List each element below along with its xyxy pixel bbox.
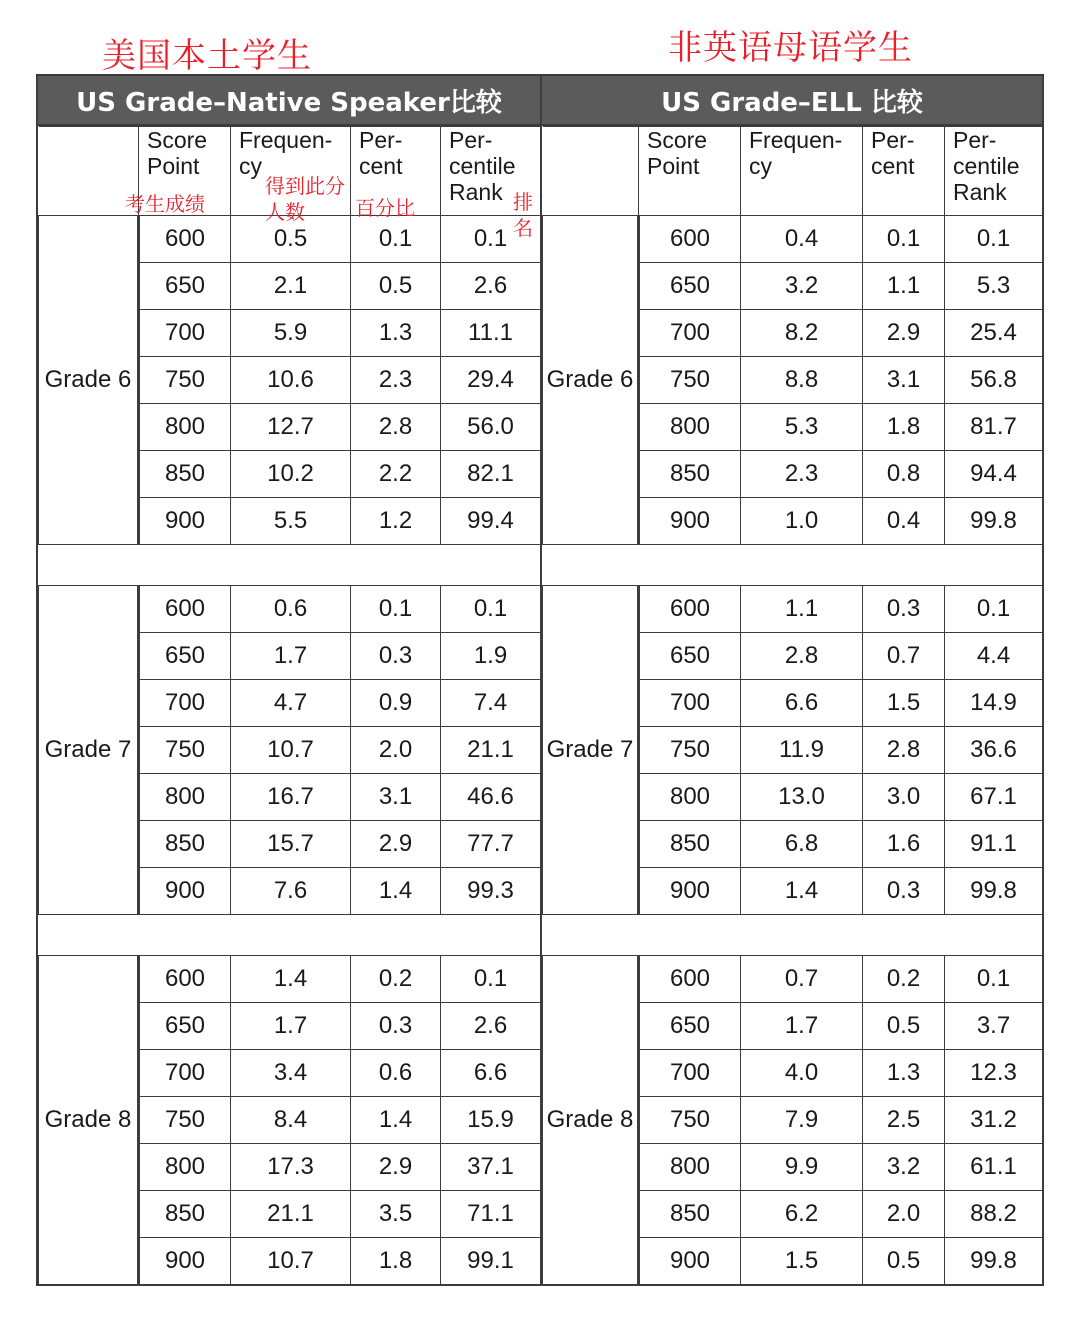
- rank-cell: 5.3: [945, 263, 1043, 310]
- frequency-cell: 3.2: [741, 263, 863, 310]
- grade-label: Grade 7: [543, 586, 639, 915]
- rank-column-header: [945, 127, 1043, 216]
- percent-cell: 3.5: [351, 1191, 441, 1238]
- rank-cell: 25.4: [945, 310, 1043, 357]
- frequency-cell: 5.3: [741, 404, 863, 451]
- frequency-cell: 1.7: [231, 633, 351, 680]
- score-cell: 800: [639, 404, 741, 451]
- score-cell: 700: [139, 680, 231, 727]
- rank-cell: 71.1: [441, 1191, 541, 1238]
- frequency-cell: 3.4: [231, 1050, 351, 1097]
- table-row: [543, 956, 1043, 1003]
- percent-cell: 3.1: [863, 357, 945, 404]
- frequency-cell: 21.1: [231, 1191, 351, 1238]
- rank-cell: 81.7: [945, 404, 1043, 451]
- percent-cell: 1.3: [351, 310, 441, 357]
- percent-header-label: Per- cent: [359, 127, 403, 179]
- frequency-cell: 5.9: [231, 310, 351, 357]
- score-cell: 700: [639, 680, 741, 727]
- frequency-cell: 15.7: [231, 821, 351, 868]
- frequency-column-header: [231, 127, 351, 224]
- table-row: [39, 956, 541, 1003]
- percent-cell: 2.9: [351, 1144, 441, 1191]
- rank-cell: 7.4: [441, 680, 541, 727]
- frequency-cell: 4.0: [741, 1050, 863, 1097]
- rank-cell: 88.2: [945, 1191, 1043, 1238]
- percent-column-header: [351, 127, 441, 220]
- frequency-cell: 0.4: [741, 216, 863, 263]
- rank-cell: 14.9: [945, 680, 1043, 727]
- native-speaker-table: [38, 126, 541, 1285]
- rank-cell: 4.4: [945, 633, 1043, 680]
- table-row: [543, 586, 1043, 633]
- percent-cell: 2.3: [351, 357, 441, 404]
- rank-cell: 0.1: [441, 956, 541, 1003]
- spacer-cell: [39, 545, 541, 586]
- percent-cell: 2.9: [351, 821, 441, 868]
- frequency-cell: 0.6: [231, 586, 351, 633]
- frequency-cell: 10.2: [231, 451, 351, 498]
- rank-cell: 99.8: [945, 868, 1043, 915]
- percent-cell: 1.4: [351, 868, 441, 915]
- grade-label: Grade 6: [39, 216, 139, 545]
- frequency-cell: 7.9: [741, 1097, 863, 1144]
- frequency-cell: 1.1: [741, 586, 863, 633]
- frequency-cell: 1.5: [741, 1238, 863, 1285]
- percent-cell: 0.1: [351, 586, 441, 633]
- frequency-cell: 6.6: [741, 680, 863, 727]
- score-cell: 600: [639, 586, 741, 633]
- score-cell: 800: [139, 1144, 231, 1191]
- rank-cell: 0.1: [945, 956, 1043, 1003]
- table-row: [39, 586, 541, 633]
- score-cell: 750: [139, 357, 231, 404]
- percent-cell: 1.6: [863, 821, 945, 868]
- rank-header-label: Per- centile Rank: [449, 127, 516, 205]
- percent-cell: 0.3: [351, 1003, 441, 1050]
- rank-cell: 99.3: [441, 868, 541, 915]
- ell-panel: [540, 74, 1044, 1286]
- rank-cell: 46.6: [441, 774, 541, 821]
- frequency-header-label: Frequen- cy: [749, 127, 843, 179]
- rank-cell: 6.6: [441, 1050, 541, 1097]
- score-cell: 600: [139, 586, 231, 633]
- percent-cell: 2.8: [351, 404, 441, 451]
- percent-cell: 0.3: [351, 633, 441, 680]
- rank-cell: 1.9: [441, 633, 541, 680]
- percent-cell: 0.6: [351, 1050, 441, 1097]
- rank-cell: 67.1: [945, 774, 1043, 821]
- percent-cell: 3.1: [351, 774, 441, 821]
- grade-label: Grade 8: [543, 956, 639, 1285]
- frequency-header-label: Frequen- cy: [239, 127, 333, 179]
- frequency-cell: 1.0: [741, 498, 863, 545]
- frequency-cell: 6.2: [741, 1191, 863, 1238]
- frequency-cell: 13.0: [741, 774, 863, 821]
- frequency-chinese-note: 得到此分人数: [265, 174, 345, 224]
- score-cell: 850: [639, 451, 741, 498]
- score-cell: 700: [139, 1050, 231, 1097]
- rank-cell: 99.8: [945, 498, 1043, 545]
- grade-column-header: [543, 127, 639, 216]
- score-column-header: [125, 127, 231, 216]
- frequency-cell: 1.7: [231, 1003, 351, 1050]
- frequency-cell: 2.3: [741, 451, 863, 498]
- score-cell: 900: [139, 498, 231, 545]
- percent-cell: 2.2: [351, 451, 441, 498]
- score-cell: 700: [639, 310, 741, 357]
- grade-label: Grade 8: [39, 956, 139, 1285]
- percent-cell: 0.5: [351, 263, 441, 310]
- rank-cell: 61.1: [945, 1144, 1043, 1191]
- ell-header: US Grade–ELL 比较: [542, 76, 1042, 126]
- percent-cell: 1.8: [351, 1238, 441, 1285]
- score-cell: 850: [139, 451, 231, 498]
- rank-cell: 0.1: [441, 586, 541, 633]
- rank-cell: 31.2: [945, 1097, 1043, 1144]
- percent-cell: 3.2: [863, 1144, 945, 1191]
- score-cell: 750: [639, 357, 741, 404]
- group-spacer: [543, 915, 1043, 956]
- percent-cell: 2.8: [863, 727, 945, 774]
- score-cell: 750: [139, 727, 231, 774]
- rank-cell: 11.1: [441, 310, 541, 357]
- frequency-cell: 16.7: [231, 774, 351, 821]
- score-cell: 650: [139, 633, 231, 680]
- percent-cell: 0.4: [863, 498, 945, 545]
- frequency-cell: 8.2: [741, 310, 863, 357]
- score-cell: 900: [139, 1238, 231, 1285]
- table-row: [543, 216, 1043, 263]
- percent-cell: 1.1: [863, 263, 945, 310]
- frequency-cell: 7.6: [231, 868, 351, 915]
- frequency-cell: 0.5: [231, 216, 351, 263]
- rank-cell: 99.1: [441, 1238, 541, 1285]
- score-cell: 700: [139, 310, 231, 357]
- score-cell: 600: [639, 216, 741, 263]
- rank-cell: 2.6: [441, 263, 541, 310]
- rank-cell: 77.7: [441, 821, 541, 868]
- group-spacer: [39, 545, 541, 586]
- percent-cell: 1.8: [863, 404, 945, 451]
- rank-cell: 0.1: [945, 586, 1043, 633]
- native-speaker-header: US Grade–Native Speaker比较: [38, 76, 540, 126]
- percent-cell: 0.3: [863, 586, 945, 633]
- frequency-cell: 2.1: [231, 263, 351, 310]
- group-spacer: [39, 915, 541, 956]
- frequency-cell: 9.9: [741, 1144, 863, 1191]
- frequency-cell: 6.8: [741, 821, 863, 868]
- frequency-cell: 17.3: [231, 1144, 351, 1191]
- spacer-cell: [543, 915, 1043, 956]
- score-chinese-note: 考生成绩: [125, 192, 205, 216]
- percent-cell: 0.7: [863, 633, 945, 680]
- score-cell: 900: [639, 868, 741, 915]
- frequency-cell: 10.7: [231, 1238, 351, 1285]
- frequency-cell: 2.8: [741, 633, 863, 680]
- score-cell: 600: [139, 956, 231, 1003]
- score-cell: 800: [139, 404, 231, 451]
- rank-cell: 37.1: [441, 1144, 541, 1191]
- frequency-cell: 1.4: [741, 868, 863, 915]
- score-cell: 850: [139, 821, 231, 868]
- percent-cell: 0.8: [863, 451, 945, 498]
- percent-chinese-note: 百分比: [355, 196, 415, 220]
- frequency-column-header: [741, 127, 863, 216]
- percent-cell: 0.5: [863, 1238, 945, 1285]
- percent-cell: 0.1: [351, 216, 441, 263]
- rank-cell: 0.1: [441, 216, 541, 263]
- ell-table: [542, 126, 1043, 1285]
- column-header-row: [39, 127, 541, 216]
- rank-cell: 15.9: [441, 1097, 541, 1144]
- native-speaker-panel: [36, 74, 542, 1286]
- score-cell: 900: [639, 498, 741, 545]
- frequency-cell: 0.7: [741, 956, 863, 1003]
- rank-cell: 12.3: [945, 1050, 1043, 1097]
- score-column-header: [639, 127, 741, 216]
- score-cell: 650: [639, 1003, 741, 1050]
- percent-cell: 2.5: [863, 1097, 945, 1144]
- frequency-cell: 1.4: [231, 956, 351, 1003]
- score-cell: 650: [139, 263, 231, 310]
- percent-cell: 0.2: [863, 956, 945, 1003]
- rank-cell: 29.4: [441, 357, 541, 404]
- score-cell: 650: [639, 633, 741, 680]
- percent-cell: 2.9: [863, 310, 945, 357]
- score-cell: 750: [639, 727, 741, 774]
- rank-cell: 3.7: [945, 1003, 1043, 1050]
- percent-cell: 0.3: [863, 868, 945, 915]
- percent-cell: 0.9: [351, 680, 441, 727]
- percent-cell: 1.2: [351, 498, 441, 545]
- score-cell: 900: [139, 868, 231, 915]
- rank-cell: 2.6: [441, 1003, 541, 1050]
- score-cell: 850: [639, 1191, 741, 1238]
- score-cell: 900: [639, 1238, 741, 1285]
- score-cell: 750: [139, 1097, 231, 1144]
- frequency-cell: 5.5: [231, 498, 351, 545]
- rank-cell: 56.8: [945, 357, 1043, 404]
- percent-cell: 1.4: [351, 1097, 441, 1144]
- rank-header-label: Per- centile Rank: [953, 127, 1020, 205]
- grade-label: Grade 7: [39, 586, 139, 915]
- score-cell: 600: [139, 216, 231, 263]
- rank-cell: 99.8: [945, 1238, 1043, 1285]
- frequency-cell: 11.9: [741, 727, 863, 774]
- score-cell: 700: [639, 1050, 741, 1097]
- percent-cell: 0.5: [863, 1003, 945, 1050]
- percent-cell: 1.3: [863, 1050, 945, 1097]
- percent-cell: 3.0: [863, 774, 945, 821]
- score-cell: 750: [639, 1097, 741, 1144]
- column-header-row: [543, 127, 1043, 216]
- percent-cell: 0.2: [351, 956, 441, 1003]
- spacer-cell: [543, 545, 1043, 586]
- rank-cell: 36.6: [945, 727, 1043, 774]
- rank-cell: 99.4: [441, 498, 541, 545]
- frequency-cell: 10.6: [231, 357, 351, 404]
- frequency-cell: 4.7: [231, 680, 351, 727]
- score-cell: 800: [139, 774, 231, 821]
- score-cell: 850: [639, 821, 741, 868]
- grade-column-header: [39, 127, 139, 216]
- percent-cell: 2.0: [351, 727, 441, 774]
- percent-cell: 0.1: [863, 216, 945, 263]
- percent-column-header: [863, 127, 945, 216]
- score-cell: 800: [639, 1144, 741, 1191]
- rank-cell: 82.1: [441, 451, 541, 498]
- rank-cell: 94.4: [945, 451, 1043, 498]
- frequency-cell: 8.8: [741, 357, 863, 404]
- frequency-cell: 12.7: [231, 404, 351, 451]
- score-cell: 850: [139, 1191, 231, 1238]
- score-cell: 650: [639, 263, 741, 310]
- group-spacer: [543, 545, 1043, 586]
- frequency-cell: 1.7: [741, 1003, 863, 1050]
- rank-cell: 0.1: [945, 216, 1043, 263]
- frequency-cell: 10.7: [231, 727, 351, 774]
- score-header-label: Score Point: [147, 127, 208, 179]
- rank-cell: 56.0: [441, 404, 541, 451]
- frequency-cell: 8.4: [231, 1097, 351, 1144]
- spacer-cell: [39, 915, 541, 956]
- percent-cell: 2.0: [863, 1191, 945, 1238]
- score-cell: 600: [639, 956, 741, 1003]
- grade-label: Grade 6: [543, 216, 639, 545]
- rank-chinese-note: 排名: [513, 190, 533, 240]
- percent-header-label: Per- cent: [871, 127, 915, 179]
- rank-cell: 91.1: [945, 821, 1043, 868]
- score-cell: 650: [139, 1003, 231, 1050]
- native-speaker-title: 美国本土学生: [102, 36, 312, 76]
- score-cell: 800: [639, 774, 741, 821]
- percent-cell: 1.5: [863, 680, 945, 727]
- ell-title: 非英语母语学生: [668, 28, 913, 68]
- rank-cell: 21.1: [441, 727, 541, 774]
- score-header-label: Score Point: [647, 127, 708, 179]
